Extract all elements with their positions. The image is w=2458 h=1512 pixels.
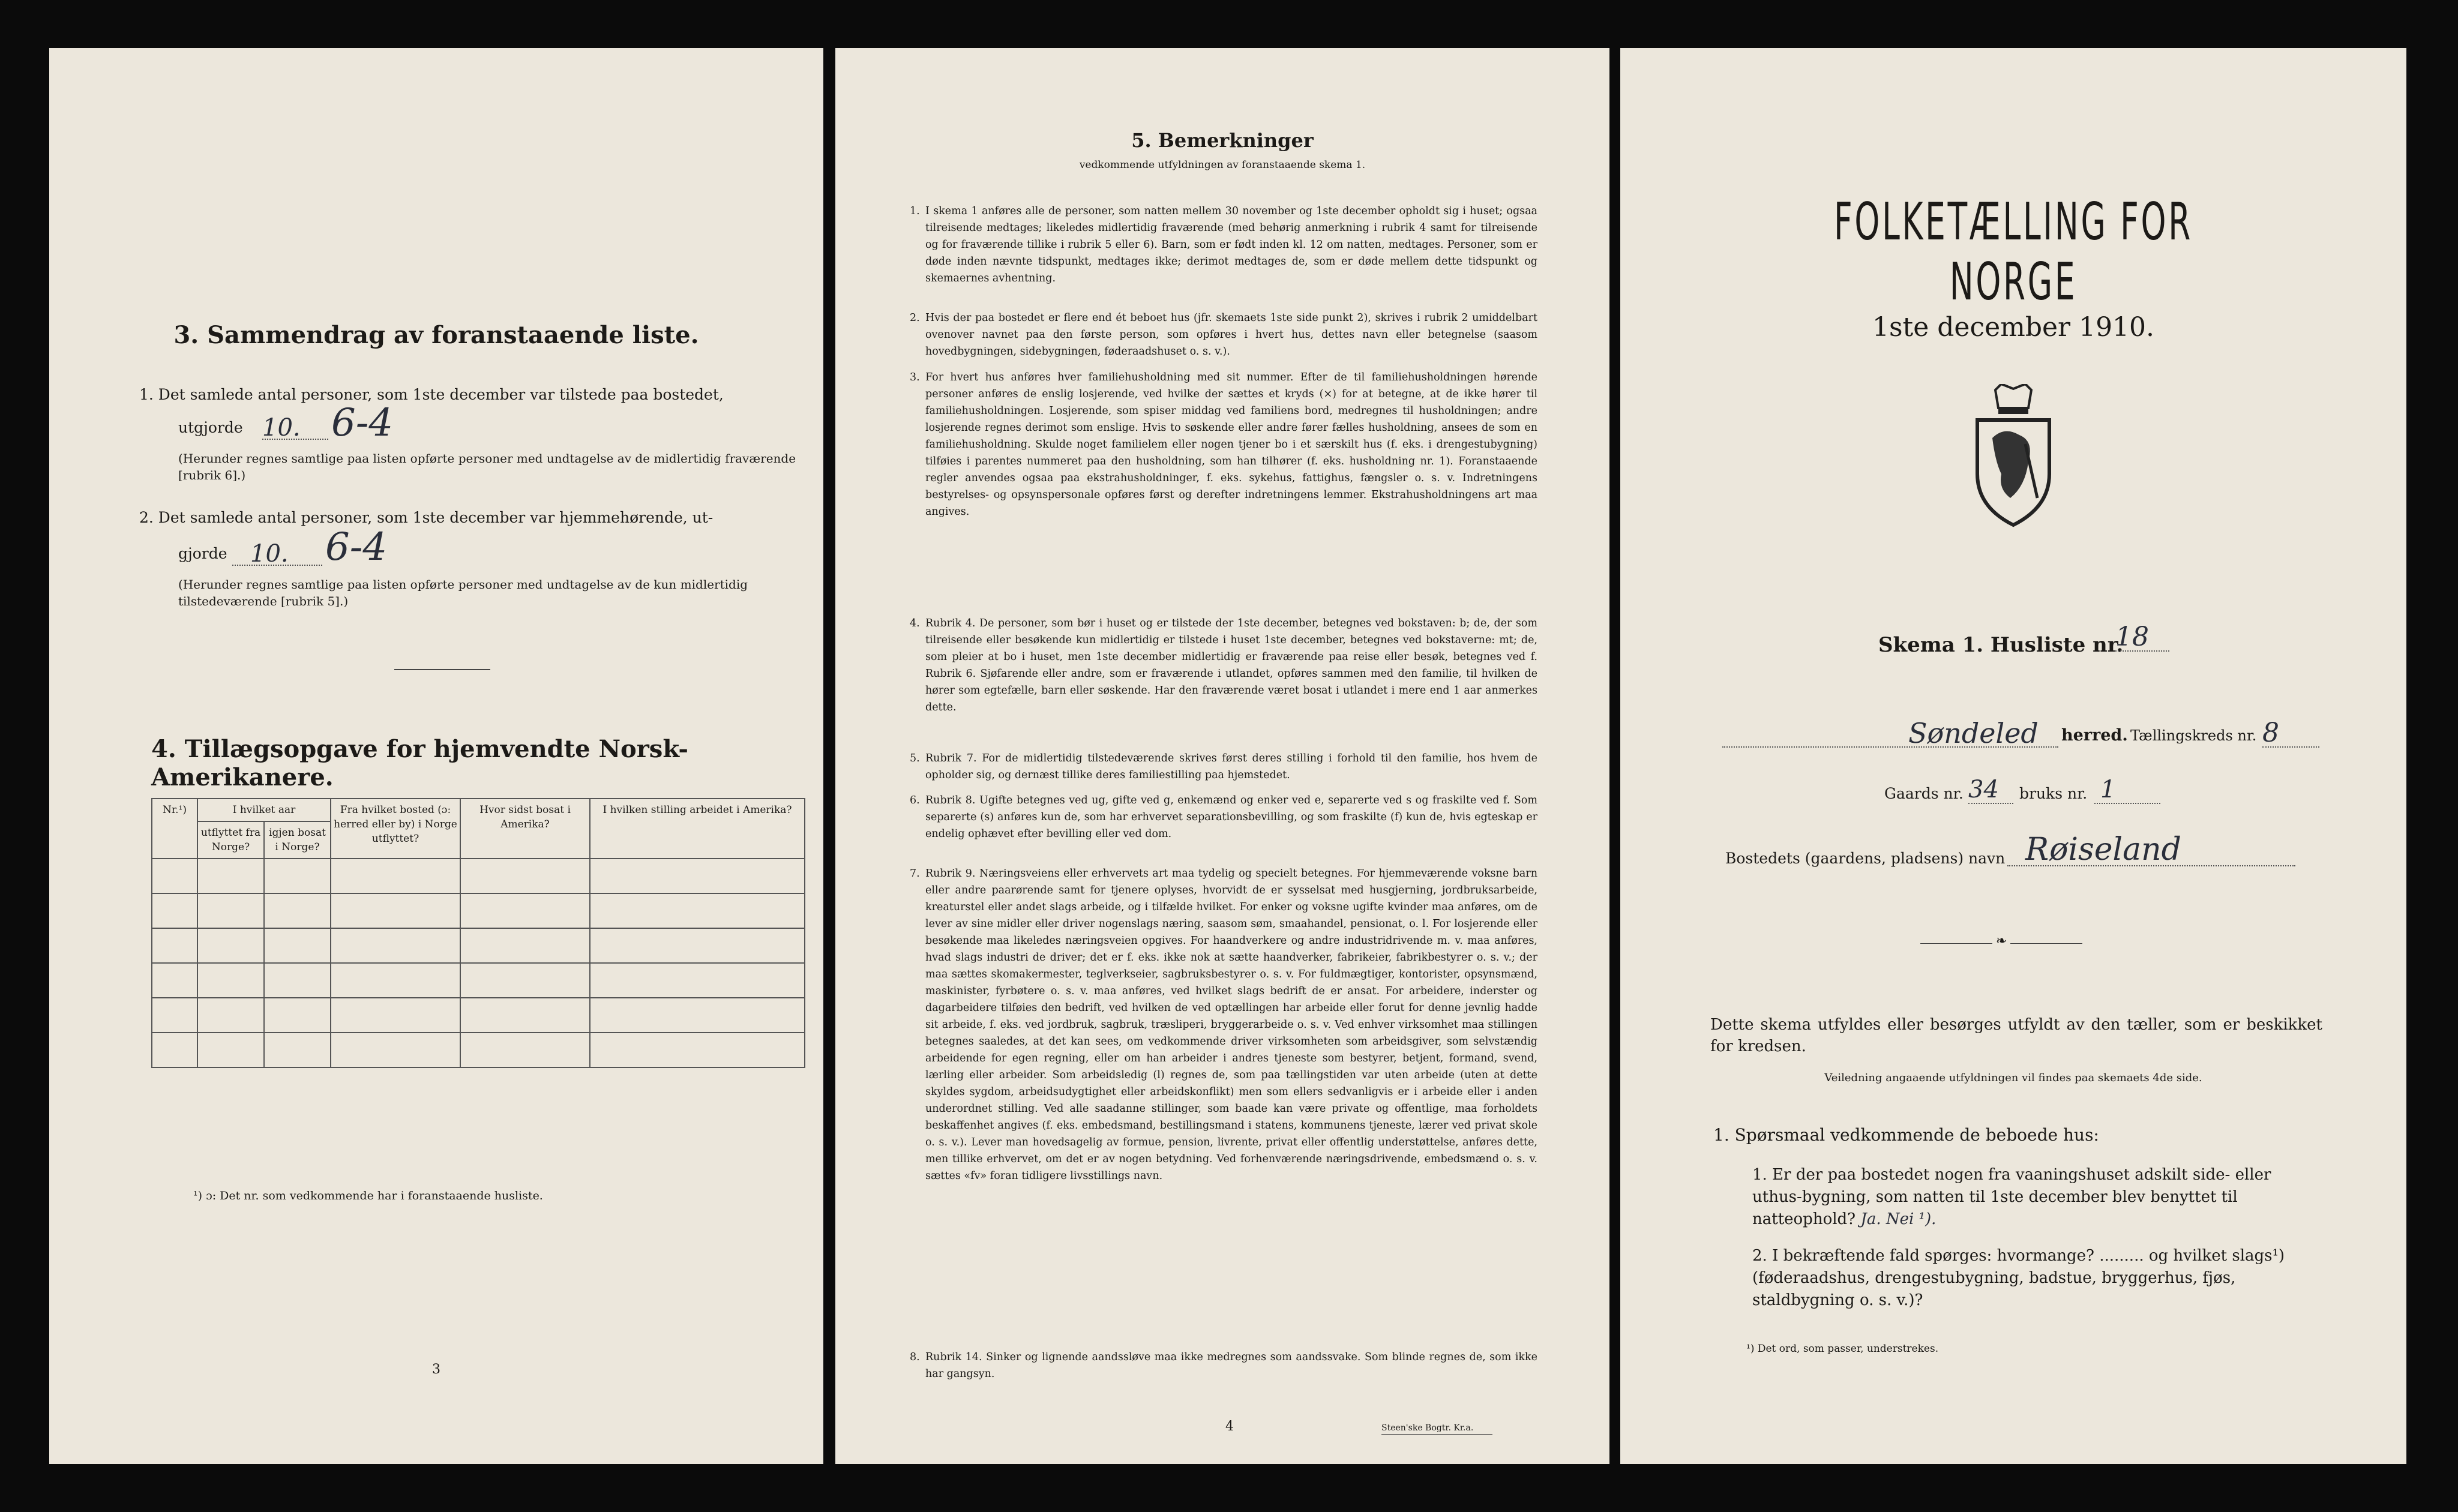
- page-4: [835, 48, 1609, 1464]
- table-row: [152, 893, 805, 928]
- col-nr: Nr.¹): [152, 799, 197, 859]
- col-year-group: I hvilket aar: [197, 799, 331, 821]
- page-3: [49, 48, 823, 1464]
- bruk-field: [2094, 776, 2160, 804]
- col-returned: igjen bosat i Norge?: [264, 821, 331, 859]
- remark-8: 8. Rubrik 14. Sinker og lignende aandssløve maa ikke medregnes som aandssvake. Som blinde regnes de, som ikke har gangsyn.: [910, 1351, 1537, 1380]
- remark-3: 3. For hvert hus anføres hver familiehusholdning med sit nummer. Efter de til familiehusholdningen hørende personer anføres de enslig losjerende, ved hvilke der sættes et kryds (×) for at betegne, at de ikke hører til familiehusholdningen. Losjerende, som spiser middag ved familiens bord, medregnes til husholdningen; andre losjerende regnes derimot som enslige. Hvis to søskende eller andre fører fælles husholdning, ansees de som en familiehusholdning. Skulde noget familielem eller nogen tjener bo i et særskilt hus (f. eks. i drengestubygning) tilføies i parentes nummeret paa den husholdning, som han tilhører (f. eks. husholdning nr. 1). Foranstaaende regler anvendes ogsaa paa ekstrahusholdninger, f. eks. sykehus, fattighus, fængsler o. s. v. Indretningens bestyrelses- og opsynspersonale opføres først og derefter indretningens lemmer. Ekstrahusholdningens art maa angives.: [910, 371, 1537, 518]
- herred-value: Søndeled: [1908, 717, 2039, 749]
- bosted-field: [2007, 834, 2295, 866]
- summary-item-2-note: (Herunder regnes samtlige paa listen opførte personer med undtagelse av de kun midlertidig tilstedeværende [rubrik 5].): [178, 577, 748, 608]
- summary-item-2-value: 10.: [250, 540, 289, 568]
- table-footnote: ¹) ɔ: Det nr. som vedkommende har i foranstaaende husliste.: [193, 1189, 543, 1202]
- norway-coat-of-arms-icon: [1968, 384, 2058, 528]
- instructions-note: Veiledning angaaende utfyldningen vil findes paa skemaets 4de side.: [1824, 1072, 2202, 1084]
- herred-label: herred.: [2061, 726, 2128, 745]
- remarks-title: 5. Bemerkninger: [1131, 129, 1314, 152]
- section-4-title: 4. Tillægsopgave for hjemvendte Norsk-Amerikanere.: [151, 735, 689, 791]
- remark-6: 6. Rubrik 8. Ugifte betegnes ved ug, gifte ved g, enkemænd og enker ved e, separerte ved s og fraskilte ved f. Som separerte (s) anføres kun de, som har erhvervet separationsbevilling, og som fraskilte (f) kun de, hvis egteskap er endelig ophævet efter bevilling eller ved dom.: [910, 794, 1537, 840]
- summary-item-2-correction: 6-4: [325, 525, 388, 569]
- table-row: [152, 1033, 805, 1067]
- table-row: [152, 963, 805, 998]
- bruk-value: 1: [2100, 776, 2116, 803]
- page-number: 3: [432, 1362, 440, 1377]
- summary-item-1-value-line: [262, 414, 328, 442]
- remark-7: 7. Rubrik 9. Næringsveiens eller erhvervets art maa tydelig og specielt betegnes. For hjemmeværende voksne barn eller andre paarørende samt for tjenere oplyses, hvorvidt de er sysselsat med husgjerning, jordbruksarbeide, kreaturstel eller andet slags arbeide, og i tilfælde hvilket. For enker og voksne ugifte kvinder maa anføres, om de lever av sine midler eller driver nogenslags næring, saasom søm, smaahandel, pensionat, o. l. For losjerende eller besøkende maa likeledes næringsveien opgives. For haandverkere og andre industridrivende m. v. maa anføres, hvad slags industri de driver; det er f. eks. ikke nok at sætte haandverker, fabrikeier, fabrikbestyrer o. s. v.; der maa sættes skomakermester, teglverkseier, sagbruksbestyrer o. s. v. For fuldmægtiger, kontorister, opsynsmænd, maskinister, fyrbøtere o. s. v. maa anføres, ved hvilket slags bedrift de er ansat. For arbeidere, inderster og dagarbeidere tilføies den bedrift, ved hvilken de ved optællingen har arbeide eller forut for denne jevnlig hadde sit arbeide, f. eks. ved jordbruk, sagbruk, træsliperi, bryggerarbeide o. s. v. Ved enhver virksomhet maa stillingen betegnes saaledes, at det kan sees, om vedkommende driver virksomheten som arbeidsgiver, som selvstændig arbeidende for egen regning, eller om han arbeider i andres tjeneste som bestyrer, betjent, formand, svend, lærling eller arbeider. Som arbeidsledig (l) regnes de, som paa tællingstiden var uten arbeide (uten at dette skyldes sygdom, arbeidsudygtighet eller arbeidskonflikt) men som ellers sedvanligvis er i arbeide eller i anden underordnet stilling. Ved alle saadanne stillinger, som baade kan være private og offentlige, maa forholdets beskaffenhet angives (f. eks. embedsmand, bestillingsmand i statens, kommunens tjeneste, lærer ved privat skole o. s. v.). Lever man hovedsagelig av formue, pension, livrente, privat eller offentlig understøttelse, anføres dette, men tillike erhvervet, om det er av nogen betydning. Ved forhenværende næringsdrivende, embedsmænd o. s. v. sættes «fv» foran tidligere livsstillings navn.: [910, 868, 1537, 1182]
- imprint-rule: [1381, 1434, 1492, 1435]
- table-row: [152, 859, 805, 893]
- herred-field: [1722, 717, 2058, 749]
- col-emigrated: utflyttet fra Norge?: [197, 821, 264, 859]
- table-row: [152, 998, 805, 1033]
- remark-5: 5. Rubrik 7. For de midlertidig tilstedeværende skrives først deres stilling i forhold til den familie, hos hvem de opholder sig, og dernæst tillike deres familiestilling paa hjemstedet.: [910, 752, 1537, 781]
- bosted-value: Røiseland: [2025, 832, 2181, 868]
- kreds-value: 8: [2262, 718, 2279, 748]
- kreds-label: Tællingskreds nr.: [2130, 727, 2257, 744]
- gaard-field: [1968, 776, 2013, 804]
- kreds-field: [2262, 720, 2319, 748]
- bosted-label: Bostedets (gaardens, pladsens) navn: [1725, 850, 2006, 867]
- house-number: 18: [2115, 622, 2149, 652]
- section-3-title: 3. Sammendrag av foranstaaende liste.: [173, 321, 699, 349]
- summary-item-2: 2. Det samlede antal personer, som 1ste december var hjemmehørende, ut-: [139, 509, 714, 526]
- summary-item-2-value-line: [232, 540, 322, 568]
- summary-item-1-correction: 6-4: [331, 401, 394, 445]
- remarks-subtitle: vedkommende utfyldningen av foranstaaende skema 1.: [1079, 159, 1366, 171]
- norsk-amerikanere-table: [151, 798, 805, 1068]
- cover-page: [1620, 48, 2406, 1464]
- remark-1: 1. I skema 1 anføres alle de personer, som natten mellem 30 november og 1ste december opholdt sig i huset; ogsaa tilreisende medtages; likeledes midlertidig fraværende (med behørig anmerkning i rubrik 4 samt for tilreisende og for fraværende tillike i rubrik 5 eller 6). Barn, som er født inden kl. 12 om natten, medtages. Personer, som er døde inden nævnte tidspunkt, medtages ikke; derimot medtages de, som er døde mellem dette tidspunkt og skemaernes avhentning.: [910, 205, 1537, 284]
- col-occupation: I hvilken stilling arbeidet i Amerika?: [590, 799, 805, 859]
- cover-footnote: ¹) Det ord, som passer, understrekes.: [1746, 1343, 1939, 1355]
- summary-item-1: 1. Det samlede antal personer, som 1ste december var tilstede paa bostedet,: [139, 386, 724, 403]
- ornament-icon: ❧: [1992, 934, 2010, 949]
- remark-4: 4. Rubrik 4. De personer, som bør i huset og er tilstede der 1ste december, betegnes ved bokstaven: b; de, der som tilreisende eller besøkende kun midlertidig er tilstede i huset 1ste december, betegnes ved bokstaverne: mt; de, som pleier at bo i huset, men 1ste december midlertidig er fraværende paa reise eller besøk, betegnes ved f. Rubrik 6. Sjøfarende eller andre, som er fraværende i utlandet, opføres sammen med den familie, til hvilken de hører som egtefælle, barn eller søskende. Har den fraværende været bosat i utlandet i mere end 1 aar anmerkes dette.: [910, 617, 1537, 713]
- instructions: Dette skema utfyldes eller besørges utfyldt av den tæller, som er beskikket for kredsen.: [1710, 1016, 2322, 1055]
- gaard-value: 34: [1968, 776, 1999, 803]
- census-date: 1ste december 1910.: [1872, 312, 2155, 343]
- summary-item-1-note: (Herunder regnes samtlige paa listen opførte personer med undtagelse av de midlertidig fraværende [rubrik 6].): [178, 451, 796, 482]
- summary-item-1-label: utgjorde: [178, 419, 243, 436]
- question-1-answer: Ja. Nei ¹).: [1860, 1210, 1937, 1228]
- summary-item-1-value: 10.: [262, 414, 301, 442]
- page-number: 4: [1225, 1419, 1234, 1434]
- bruk-label: bruks nr.: [2019, 785, 2088, 802]
- house-number-field: [2115, 624, 2169, 652]
- divider: [394, 669, 490, 670]
- gaard-label: Gaards nr.: [1884, 785, 1964, 802]
- question-1: 1. Er der paa bostedet nogen fra vaaningshuset adskilt side- eller uthus-bygning, som natten til 1ste december blev benyttet til natteophold? Ja. Nei ¹).: [1752, 1166, 2271, 1228]
- census-title: FOLKETÆLLING FOR NORGE: [1833, 192, 2193, 312]
- printer-imprint: Steen'ske Bogtr. Kr.a.: [1381, 1423, 1474, 1433]
- col-last-residence: Hvor sidst bosat i Amerika?: [460, 799, 590, 859]
- col-from-where: Fra hvilket bosted (ɔ: herred eller by) i Norge utflyttet?: [331, 799, 460, 859]
- schema-label: Skema 1. Husliste nr.: [1878, 633, 2124, 657]
- question-2: 2. I bekræftende fald spørges: hvormange? ......... og hvilket slags¹) (føderaadshus, drengestubygning, badstue, bryggerhus, fjøs, staldbygning o. s. v.)?: [1752, 1247, 2285, 1309]
- summary-item-2-label: gjorde: [178, 545, 227, 562]
- questions-header: 1. Spørsmaal vedkommende de beboede hus:: [1713, 1125, 2099, 1145]
- table-row: [152, 928, 805, 963]
- remark-2: 2. Hvis der paa bostedet er flere end ét beboet hus (jfr. skemaets 1ste side punkt 2), skrives i rubrik 2 umiddelbart ovenover navnet paa den første person, som opføres i hvert hus, dettes navn eller betegnelse (saasom hovedbygningen, sidebygningen, føderaadshuset o. s. v.).: [910, 312, 1537, 358]
